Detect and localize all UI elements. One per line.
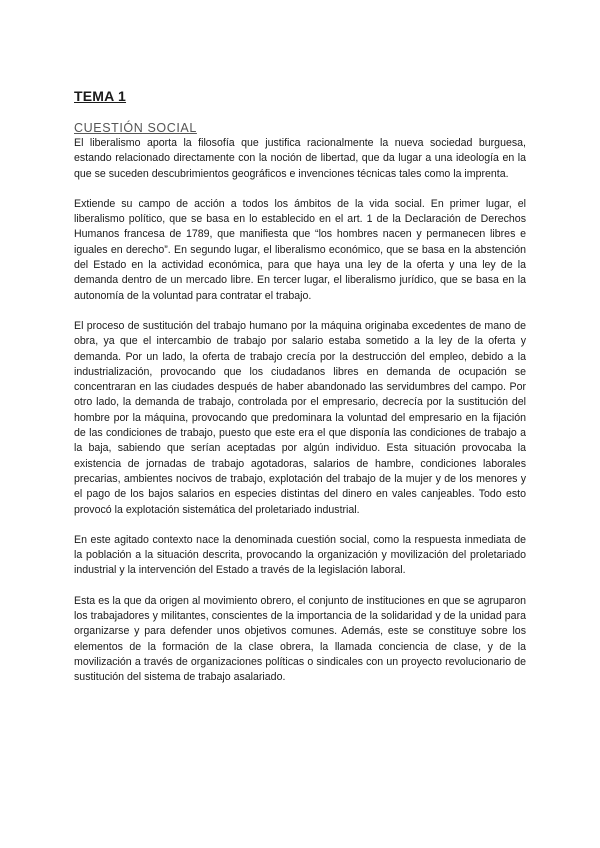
section-title: CUESTIÓN SOCIAL [74, 121, 197, 135]
paragraph-3: El proceso de sustitución del trabajo humano por la máquina originaba excedentes de mano de obra, ya que el intercambio de trabajo por salario estaba sometido a la ley de la oferta y demanda. Por un lado, la oferta de trabajo crecía por la destrucción del empleo, debido a la industrialización, provocando que los ciudadanos libres en demanda de ocupación se concentraran en las ciudades después de haber abandonado las servidumbres del campo. Por otro lado, la demanda de trabajo, controlada por el empresario, decrecía por la sustitución del hombre por la máquina, provocando que predominara la voluntad del empresario en la fijación de las condiciones de trabajo, puesto que este era el que disponía las condiciones de trabajo a la baja, sabiendo que serían aceptadas por algún individuo. Esta situación provocaba la existencia de jornadas de trabajo agotadoras, salarios de hambre, condiciones laborales precarias, ambientes nocivos de trabajo, explotación del trabajo de la mujer y de los menores y el pago de los bajos salarios en especies distintas del dinero en vales canjeables. Todo esto provocó la explotación sistemática del proletariado industrial. [74, 319, 526, 516]
paragraph-4: En este agitado contexto nace la denominada cuestión social, como la respuesta inmediata de la población a la situación descrita, provocando la organización y movilización del proletariado industrial y la intervención del Estado a través de la legislación laboral. [74, 533, 526, 577]
paragraph-2: Extiende su campo de acción a todos los ámbitos de la vida social. En primer lugar, el liberalismo político, que se basa en lo establecido en el art. 1 de la Declaración de Derechos Humanos francesa de 1789, que manifiesta que “los hombres nacen y permanecen libres e iguales en derecho”. En segundo lugar, el liberalismo económico, que se basa en la abstención del Estado en la actividad económica, para que haya una ley de la oferta y una ley de la demanda dentro de un mercado libre. En tercer lugar, el liberalismo jurídico, que se basa en la autonomía de la voluntad para contratar el trabajo. [74, 197, 526, 302]
paragraph-5: Esta es la que da origen al movimiento obrero, el conjunto de instituciones en que se agruparon los trabajadores y militantes, conscientes de la importancia de la solidaridad y de la unidad para organizarse y para defender unos objetivos comunes. Además, este se constituye sobre los elementos de la formación de la clase obrera, la llamada conciencia de clase, y de la movilización a través de organizaciones políticas o sindicales con un proyecto revolucionario de sustitución del sistema de trabajo asalariado. [74, 594, 526, 684]
paragraph-1: El liberalismo aporta la filosofía que justifica racionalmente la nueva sociedad burguesa, estando relacionado directamente con la noción de libertad, que da lugar a una ideología en la que se suceden descubrimientos geográficos e invenciones técnicas tales como la imprenta. [74, 137, 526, 180]
page-title: TEMA 1 [74, 88, 127, 104]
